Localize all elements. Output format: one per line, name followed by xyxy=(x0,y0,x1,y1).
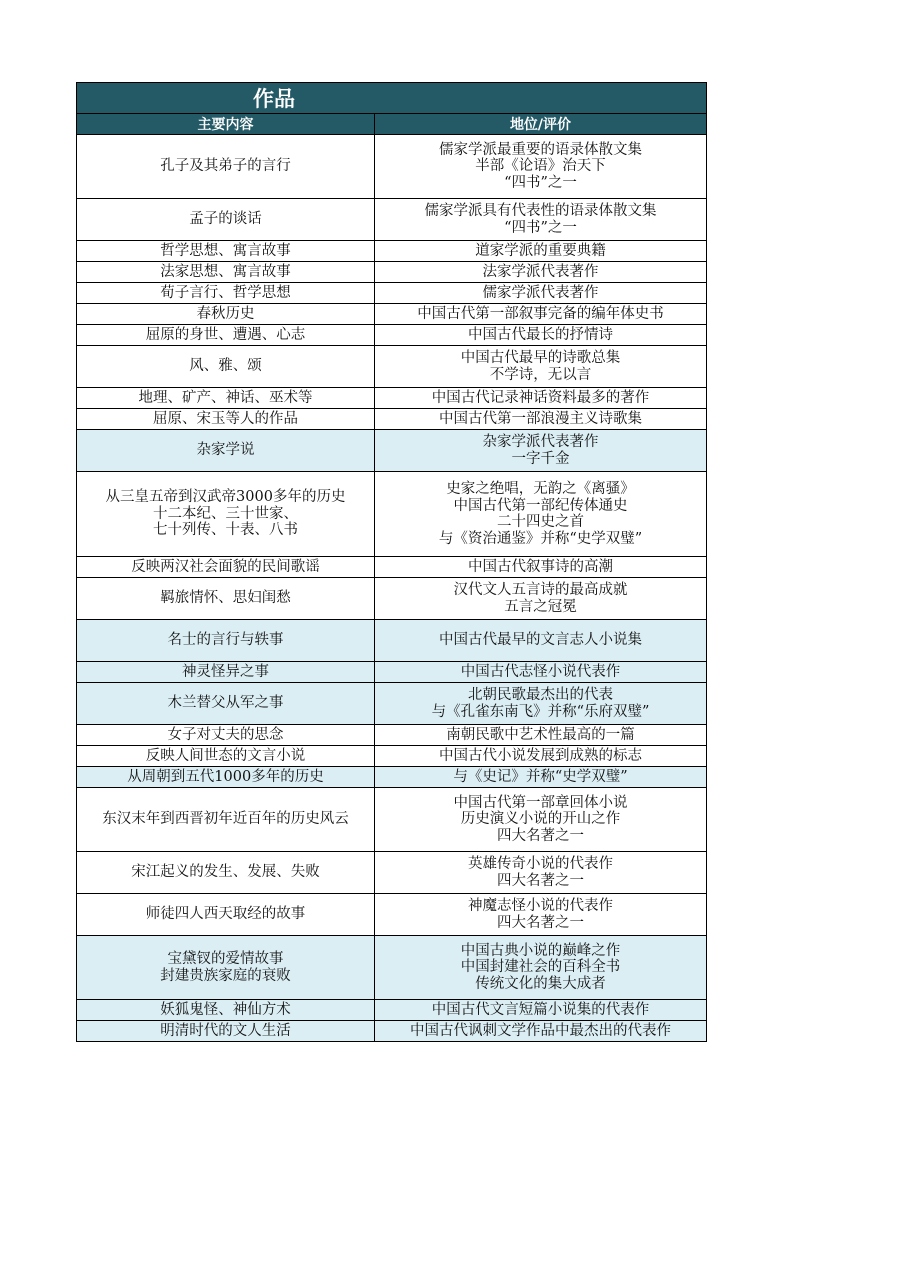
content-cell xyxy=(77,767,375,788)
content-cell-line: 反映两汉社会面貌的民间歌谣 xyxy=(131,558,320,575)
table-row xyxy=(77,1021,707,1042)
evaluation-cell xyxy=(375,430,707,472)
table-row xyxy=(77,304,707,325)
evaluation-cell-line: 中国古典小说的巅峰之作 xyxy=(460,942,621,959)
evaluation-cell-line: 史家之绝唱，无韵之《离骚》 xyxy=(446,481,635,497)
evaluation-cell-line: 英雄传奇小说的代表作 xyxy=(468,856,613,872)
evaluation-cell-line: 中国封建社会的百科全书 xyxy=(460,959,621,976)
works-table xyxy=(76,82,707,1042)
evaluation-cell-line: 中国古代第一部叙事完备的编年体史书 xyxy=(417,305,664,322)
content-cell-line: 宝黛钗的爱情故事 xyxy=(167,951,284,967)
content-cell xyxy=(77,852,375,894)
table-row xyxy=(77,725,707,746)
content-cell-line: 风、雅、颂 xyxy=(189,358,262,375)
content-cell-line: 七十列传、十表、八书 xyxy=(153,522,298,539)
evaluation-cell-line: 法家学派代表著作 xyxy=(482,263,599,280)
evaluation-cell-line: 中国古代讽刺文学作品中最杰出的代表作 xyxy=(410,1022,671,1039)
evaluation-cell-line: 中国古代最早的诗歌总集 xyxy=(460,350,621,366)
evaluation-cell xyxy=(375,936,707,1000)
table-row xyxy=(77,262,707,283)
evaluation-cell xyxy=(375,788,707,852)
evaluation-cell xyxy=(375,578,707,620)
content-cell xyxy=(77,199,375,241)
content-cell-line: 东汉末年到西晋初年近百年的历史风云 xyxy=(102,811,349,828)
evaluation-cell-line: 汉代文人五言诗的最高成就 xyxy=(453,582,628,598)
content-cell xyxy=(77,135,375,199)
evaluation-cell xyxy=(375,746,707,767)
evaluation-cell-line: 四大名著之一 xyxy=(497,914,584,931)
table-row xyxy=(77,325,707,346)
content-cell xyxy=(77,262,375,283)
table-row xyxy=(77,1000,707,1021)
table-row xyxy=(77,620,707,662)
evaluation-cell xyxy=(375,241,707,262)
content-cell xyxy=(77,683,375,725)
table-row xyxy=(77,388,707,409)
evaluation-cell xyxy=(375,199,707,241)
evaluation-cell-line: 历史演义小说的开山之作 xyxy=(460,811,621,828)
evaluation-cell xyxy=(375,894,707,936)
content-cell-line: 妖狐鬼怪、神仙方术 xyxy=(160,1001,291,1018)
table-row xyxy=(77,788,707,852)
content-cell xyxy=(77,346,375,388)
table-row xyxy=(77,662,707,683)
content-cell-line: 屈原的身世、遭遇、心志 xyxy=(145,326,306,343)
evaluation-cell-line: 二十四史之首 xyxy=(497,514,584,530)
evaluation-cell-line: 不学诗，无以言 xyxy=(489,366,592,383)
evaluation-cell-line: 中国古代文言短篇小说集的代表作 xyxy=(431,1001,650,1018)
title-row xyxy=(77,83,707,114)
content-cell xyxy=(77,1021,375,1042)
table-row xyxy=(77,241,707,262)
content-cell-line: 从三皇五帝到汉武帝3000多年的历史 xyxy=(105,489,346,506)
content-cell xyxy=(77,283,375,304)
table-row xyxy=(77,852,707,894)
evaluation-cell xyxy=(375,304,707,325)
evaluation-cell-line: 与《史记》并称“史学双璧” xyxy=(453,768,628,785)
evaluation-cell xyxy=(375,283,707,304)
content-cell-line: 哲学思想、寓言故事 xyxy=(160,242,291,259)
table-row xyxy=(77,894,707,936)
content-cell xyxy=(77,430,375,472)
table-body xyxy=(77,135,707,1042)
evaluation-cell-line: 中国古代小说发展到成熟的标志 xyxy=(439,747,642,764)
evaluation-cell-line: 中国古代最长的抒情诗 xyxy=(468,326,613,343)
content-cell-line: 杂家学说 xyxy=(196,442,255,459)
content-cell xyxy=(77,788,375,852)
evaluation-cell xyxy=(375,767,707,788)
content-cell xyxy=(77,472,375,557)
evaluation-cell-line: “四书”之一 xyxy=(504,174,577,191)
evaluation-cell xyxy=(375,388,707,409)
content-cell xyxy=(77,746,375,767)
evaluation-cell xyxy=(375,1000,707,1021)
evaluation-cell-line: 儒家学派代表著作 xyxy=(482,284,599,301)
evaluation-cell-line: 四大名著之一 xyxy=(497,827,584,844)
table-row xyxy=(77,746,707,767)
content-cell-line: 从周朝到五代1000多年的历史 xyxy=(127,768,324,785)
table-row xyxy=(77,557,707,578)
content-cell-line: 屈原、宋玉等人的作品 xyxy=(153,410,298,427)
evaluation-cell-line: 中国古代第一部章回体小说 xyxy=(453,794,628,811)
content-cell-line: 封建贵族家庭的衰败 xyxy=(160,967,291,984)
evaluation-cell xyxy=(375,725,707,746)
content-cell-line: 法家思想、寓言故事 xyxy=(160,263,291,280)
table-row xyxy=(77,430,707,472)
content-cell-line: 荀子言行、哲学思想 xyxy=(160,284,291,301)
content-cell xyxy=(77,557,375,578)
content-cell xyxy=(77,620,375,662)
content-cell-line: 反映人间世态的文言小说 xyxy=(145,747,306,764)
evaluation-cell-line: 四大名著之一 xyxy=(497,872,584,889)
table-row xyxy=(77,135,707,199)
evaluation-cell-line: 南朝民歌中艺术性最高的一篇 xyxy=(446,726,635,743)
evaluation-cell xyxy=(375,662,707,683)
evaluation-cell xyxy=(375,262,707,283)
evaluation-cell-line: 中国古代叙事诗的高潮 xyxy=(468,558,613,575)
content-cell-line: 孟子的谈话 xyxy=(189,211,262,228)
evaluation-cell-line: “四书”之一 xyxy=(504,219,577,236)
table-row xyxy=(77,409,707,430)
content-cell-line: 明清时代的文人生活 xyxy=(160,1022,291,1039)
evaluation-cell-line: 中国古代最早的文言志人小说集 xyxy=(439,632,642,649)
table-row xyxy=(77,767,707,788)
content-cell-line: 名士的言行与轶事 xyxy=(167,632,284,649)
content-cell xyxy=(77,662,375,683)
content-cell xyxy=(77,894,375,936)
evaluation-cell xyxy=(375,135,707,199)
table-row xyxy=(77,578,707,620)
content-cell-line: 神灵怪异之事 xyxy=(182,663,269,680)
evaluation-cell-line: 与《资治通鉴》并称“史学双璧” xyxy=(438,530,643,547)
table-title: 作品 xyxy=(77,83,707,114)
content-cell-line: 孔子及其弟子的言行 xyxy=(160,158,291,175)
evaluation-cell xyxy=(375,852,707,894)
content-cell-line: 春秋历史 xyxy=(196,305,255,322)
evaluation-cell-line: 儒家学派具有代表性的语录体散文集 xyxy=(424,203,657,219)
evaluation-cell-line: 北朝民歌最杰出的代表 xyxy=(468,687,613,703)
content-cell xyxy=(77,1000,375,1021)
header-row xyxy=(77,114,707,135)
evaluation-cell xyxy=(375,472,707,557)
content-cell-line: 十二本纪、三十世家、 xyxy=(153,505,298,522)
evaluation-cell xyxy=(375,683,707,725)
content-cell xyxy=(77,304,375,325)
content-cell-line: 羁旅情怀、思妇闺愁 xyxy=(160,590,291,607)
table-row xyxy=(77,936,707,1000)
content-cell xyxy=(77,936,375,1000)
evaluation-cell xyxy=(375,620,707,662)
evaluation-cell xyxy=(375,1021,707,1042)
evaluation-cell-line: 五言之冠冕 xyxy=(504,598,577,615)
content-cell-line: 木兰替父从军之事 xyxy=(167,695,284,712)
evaluation-cell-line: 半部《论语》治天下 xyxy=(475,158,606,175)
evaluation-cell-line: 儒家学派最重要的语录体散文集 xyxy=(439,141,642,158)
evaluation-cell-line: 中国古代记录神话资料最多的著作 xyxy=(431,389,650,406)
evaluation-cell xyxy=(375,325,707,346)
content-cell-line: 女子对丈夫的思念 xyxy=(167,726,284,743)
evaluation-cell-line: 神魔志怪小说的代表作 xyxy=(468,898,613,914)
content-cell xyxy=(77,325,375,346)
column-header-content: 主要内容 xyxy=(77,114,375,135)
content-cell xyxy=(77,241,375,262)
evaluation-cell-line: 一字千金 xyxy=(511,450,570,467)
evaluation-cell xyxy=(375,346,707,388)
evaluation-cell-line: 中国古代志怪小说代表作 xyxy=(460,663,621,680)
evaluation-cell xyxy=(375,409,707,430)
table-row xyxy=(77,683,707,725)
evaluation-cell-line: 杂家学派代表著作 xyxy=(482,434,599,450)
evaluation-cell-line: 中国古代第一部纪传体通史 xyxy=(453,497,628,514)
evaluation-cell-line: 道家学派的重要典籍 xyxy=(475,242,606,259)
content-cell xyxy=(77,388,375,409)
content-cell xyxy=(77,725,375,746)
content-cell-line: 师徒四人西天取经的故事 xyxy=(145,906,306,923)
evaluation-cell-line: 中国古代第一部浪漫主义诗歌集 xyxy=(439,410,642,427)
content-cell xyxy=(77,409,375,430)
evaluation-cell xyxy=(375,557,707,578)
table-row xyxy=(77,346,707,388)
evaluation-cell-line: 传统文化的集大成者 xyxy=(475,975,606,992)
table-row xyxy=(77,283,707,304)
table-row xyxy=(77,199,707,241)
column-header-evaluation: 地位/评价 xyxy=(375,114,707,135)
content-cell-line: 宋江起义的发生、发展、失败 xyxy=(131,864,320,881)
table-row xyxy=(77,472,707,557)
content-cell xyxy=(77,578,375,620)
evaluation-cell-line: 与《孔雀东南飞》并称“乐府双璧” xyxy=(431,703,650,720)
content-cell-line: 地理、矿产、神话、巫术等 xyxy=(138,389,313,406)
